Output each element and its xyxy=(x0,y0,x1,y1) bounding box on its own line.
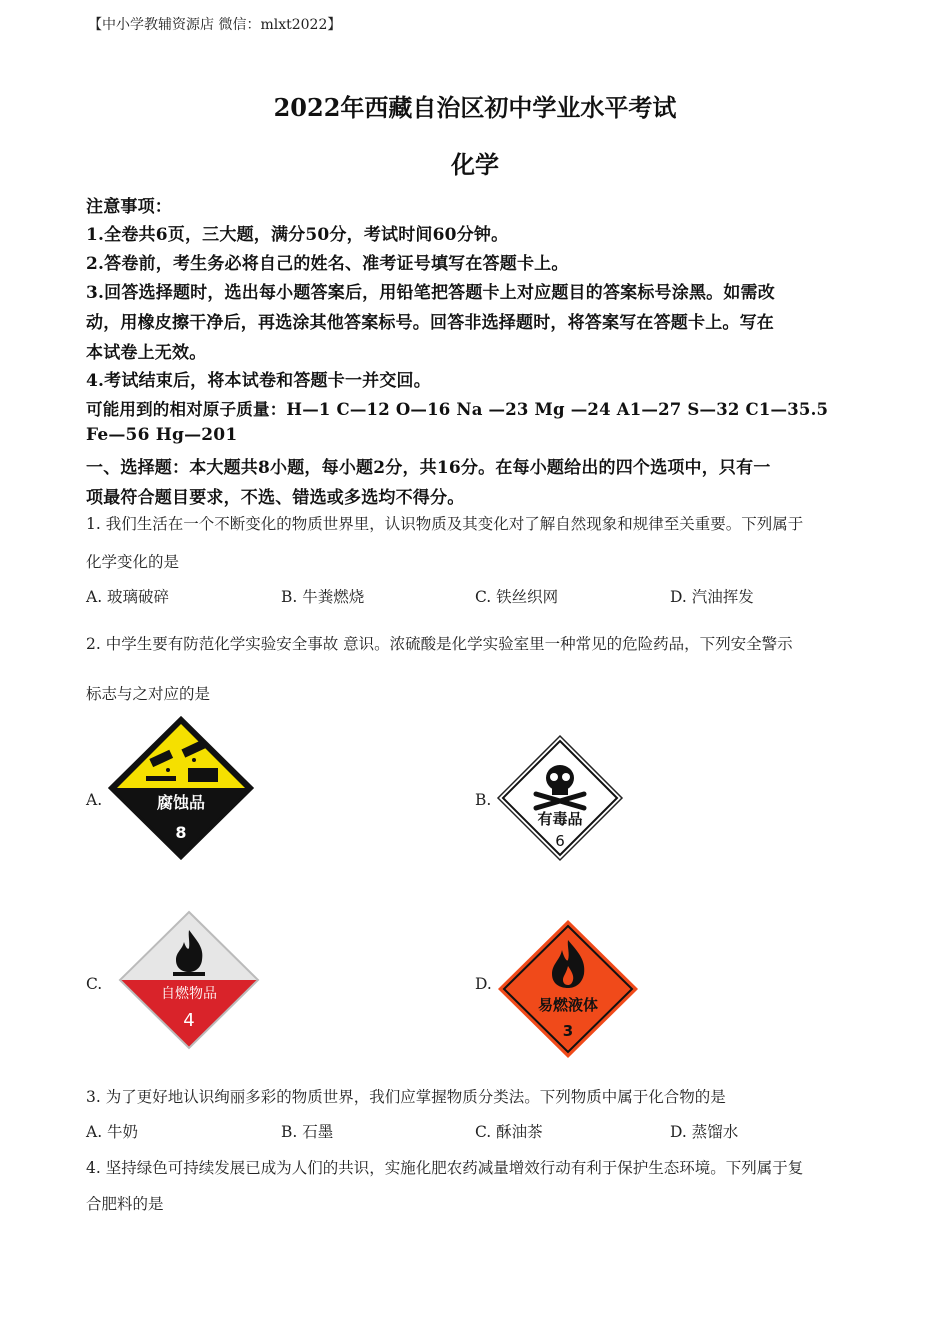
atomic-mass-line: 可能用到的相对原子质量：H—1 C—12 O—16 Na —23 Mg —24 A1—27 S—32 C1—35.5 xyxy=(86,400,829,419)
sign-text: 易燃液体 xyxy=(537,996,599,1014)
question-3-text: 3. 为了更好地认识绚丽多彩的物质世界，我们应掌握物质分类法。下列物质中属于化合物的是 xyxy=(86,1088,726,1106)
sign-number: 3 xyxy=(562,1022,574,1040)
q2-option-b: B. xyxy=(475,791,492,809)
q3-option-c: C. 酥油茶 xyxy=(475,1123,543,1141)
question-2-text: 2. 中学生要有防范化学实验安全事故 意识。浓硫酸是化学实验室里一种常见的危险药品，下列安全警示 xyxy=(86,635,793,653)
sign-number: 8 xyxy=(175,823,187,842)
q1-option-d: D. 汽油挥发 xyxy=(670,588,754,606)
question-2-text: 标志与之对应的是 xyxy=(86,685,211,703)
q3-option-d: D. 蒸馏水 xyxy=(670,1123,739,1141)
q1-option-b: B. 牛粪燃烧 xyxy=(281,588,365,606)
q3-option-a: A. 牛奶 xyxy=(86,1123,139,1141)
header-note: 【中小学教辅资源店 微信：mlxt2022】 xyxy=(88,17,342,33)
spontaneous-combustion-sign xyxy=(118,910,260,1050)
notice-item: 1.全卷共6页，三大题，满分50分，考试时间60分钟。 xyxy=(86,225,509,245)
q2-option-c: C. xyxy=(86,975,103,993)
q1-option-a: A. 玻璃破碎 xyxy=(86,588,170,606)
question-1-text: 1. 我们生活在一个不断变化的物质世界里，认识物质及其变化对了解自然现象和规律至关重要。下列属于 xyxy=(86,515,804,533)
section-heading: 项最符合题目要求，不选、错选或多选均不得分。 xyxy=(86,488,465,508)
notice-item: 本试卷上无效。 xyxy=(86,343,207,363)
question-4-text: 4. 坚持绿色可持续发展已成为人们的共识，实施化肥农药减量增效行动有利于保护生态环境。下列属于复 xyxy=(86,1159,804,1177)
q2-option-a: A. xyxy=(86,791,103,809)
question-4-text: 合肥料的是 xyxy=(86,1195,164,1213)
corrosive-hazard-sign xyxy=(108,716,254,860)
flammable-liquid-sign xyxy=(496,918,640,1060)
notice-heading: 注意事项： xyxy=(86,197,172,217)
notice-item: 4.考试结束后，将本试卷和答题卡一并交回。 xyxy=(86,371,431,391)
notice-item: 3.回答选择题时，选出每小题答案后，用铅笔把答题卡上对应题目的答案标号涂黑。如需改 xyxy=(86,283,775,303)
notice-item: 动，用橡皮擦干净后，再选涂其他答案标号。回答非选择题时，将答案写在答题卡上。写在 xyxy=(86,313,774,333)
sign-text: 有毒品 xyxy=(537,810,583,828)
sign-number: 6 xyxy=(555,832,565,850)
atomic-mass-line: Fe—56 Hg—201 xyxy=(86,425,238,445)
q1-option-c: C. 铁丝织网 xyxy=(475,588,559,606)
sign-number: 4 xyxy=(183,1010,195,1031)
exam-title: 2022年西藏自治区初中学业水平考试 xyxy=(273,93,677,122)
notice-item: 2.答卷前，考生务必将自己的姓名、准考证号填写在答题卡上。 xyxy=(86,254,569,274)
subject-title: 化学 xyxy=(451,150,499,179)
q3-option-b: B. 石墨 xyxy=(281,1123,334,1141)
section-heading: 一、选择题：本大题共8小题，每小题2分，共16分。在每小题给出的四个选项中，只有一 xyxy=(86,458,771,478)
sign-top-fill xyxy=(117,724,245,788)
toxic-hazard-sign xyxy=(496,734,624,862)
sign-text: 自燃物品 xyxy=(161,986,217,1002)
q2-option-d: D. xyxy=(475,975,492,993)
sign-text: 腐蚀品 xyxy=(156,793,206,812)
question-1-text: 化学变化的是 xyxy=(86,553,180,571)
